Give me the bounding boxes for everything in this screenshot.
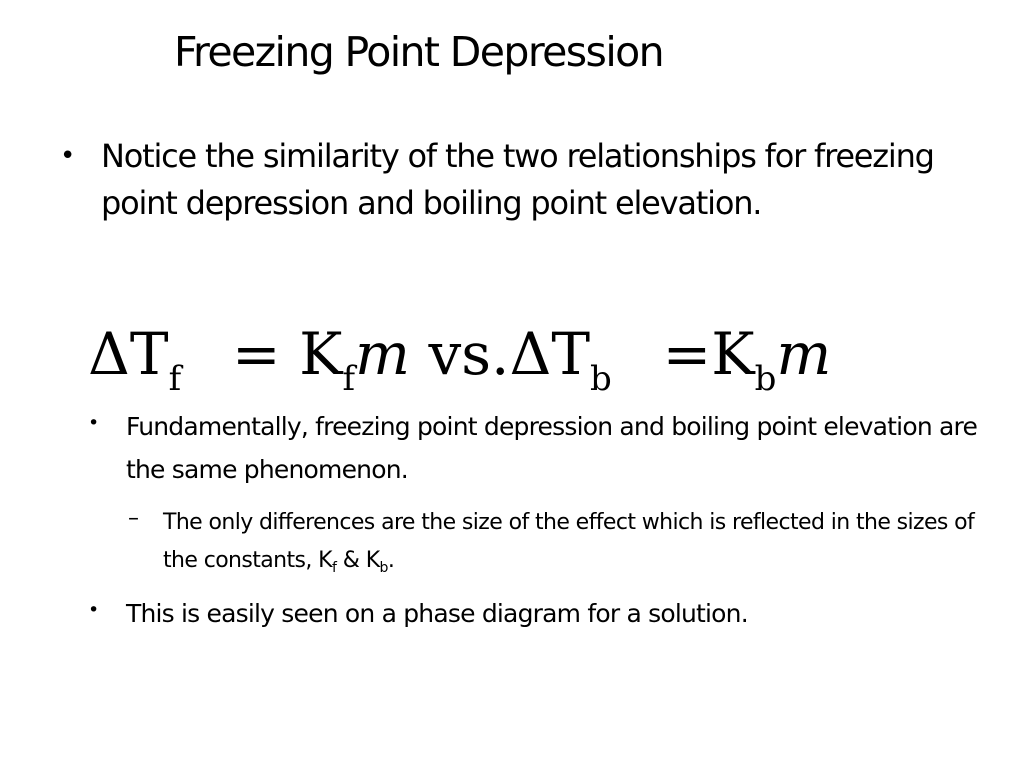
equation <box>88 314 988 399</box>
equation-m: m <box>355 320 411 388</box>
equation-k: K <box>299 320 343 388</box>
equation-sub-b: b <box>590 359 612 399</box>
dash-text-end: . <box>387 548 395 573</box>
equation-sub-f-2: f <box>342 359 356 399</box>
equals-sign-2: = <box>662 320 712 388</box>
equation-t: T <box>129 320 169 388</box>
equation-k-2: K <box>711 320 755 388</box>
dash-marker: – <box>128 506 139 531</box>
equation-sub-b-2: b <box>754 359 777 399</box>
dash-item-text <box>163 504 1013 582</box>
delta-symbol: Δ <box>88 320 130 388</box>
bullet-marker: • <box>60 141 76 171</box>
equation-sub-f: f <box>168 359 182 399</box>
k-sub-f: f <box>332 560 337 576</box>
k-sub-b: b <box>379 560 388 576</box>
equation-m-2: m <box>776 320 832 388</box>
equals-sign: = <box>232 320 281 388</box>
bullet-marker: • <box>88 599 100 621</box>
slide-title: Freezing Point Depression <box>174 28 663 76</box>
sub-bullet-2-text: This is easily seen on a phase diagram for a solution. <box>126 599 748 628</box>
delta-symbol-2: Δ <box>509 320 552 388</box>
bullet-marker: • <box>88 412 100 434</box>
dash-text-mid: & K <box>336 548 380 573</box>
equation-t-2: T <box>551 320 591 388</box>
dash-text-part: The only differences are the size of the effect which is reflected in the sizes of the constants, K <box>163 510 975 573</box>
equation-vs: vs. <box>428 320 510 388</box>
sub-bullet-1-text: Fundamentally, freezing point depression and boiling point elevation are the same phenomenon. <box>126 412 978 484</box>
main-bullet-text: Notice the similarity of the two relationships for freezing point depression and boiling point elevation. <box>101 137 934 222</box>
